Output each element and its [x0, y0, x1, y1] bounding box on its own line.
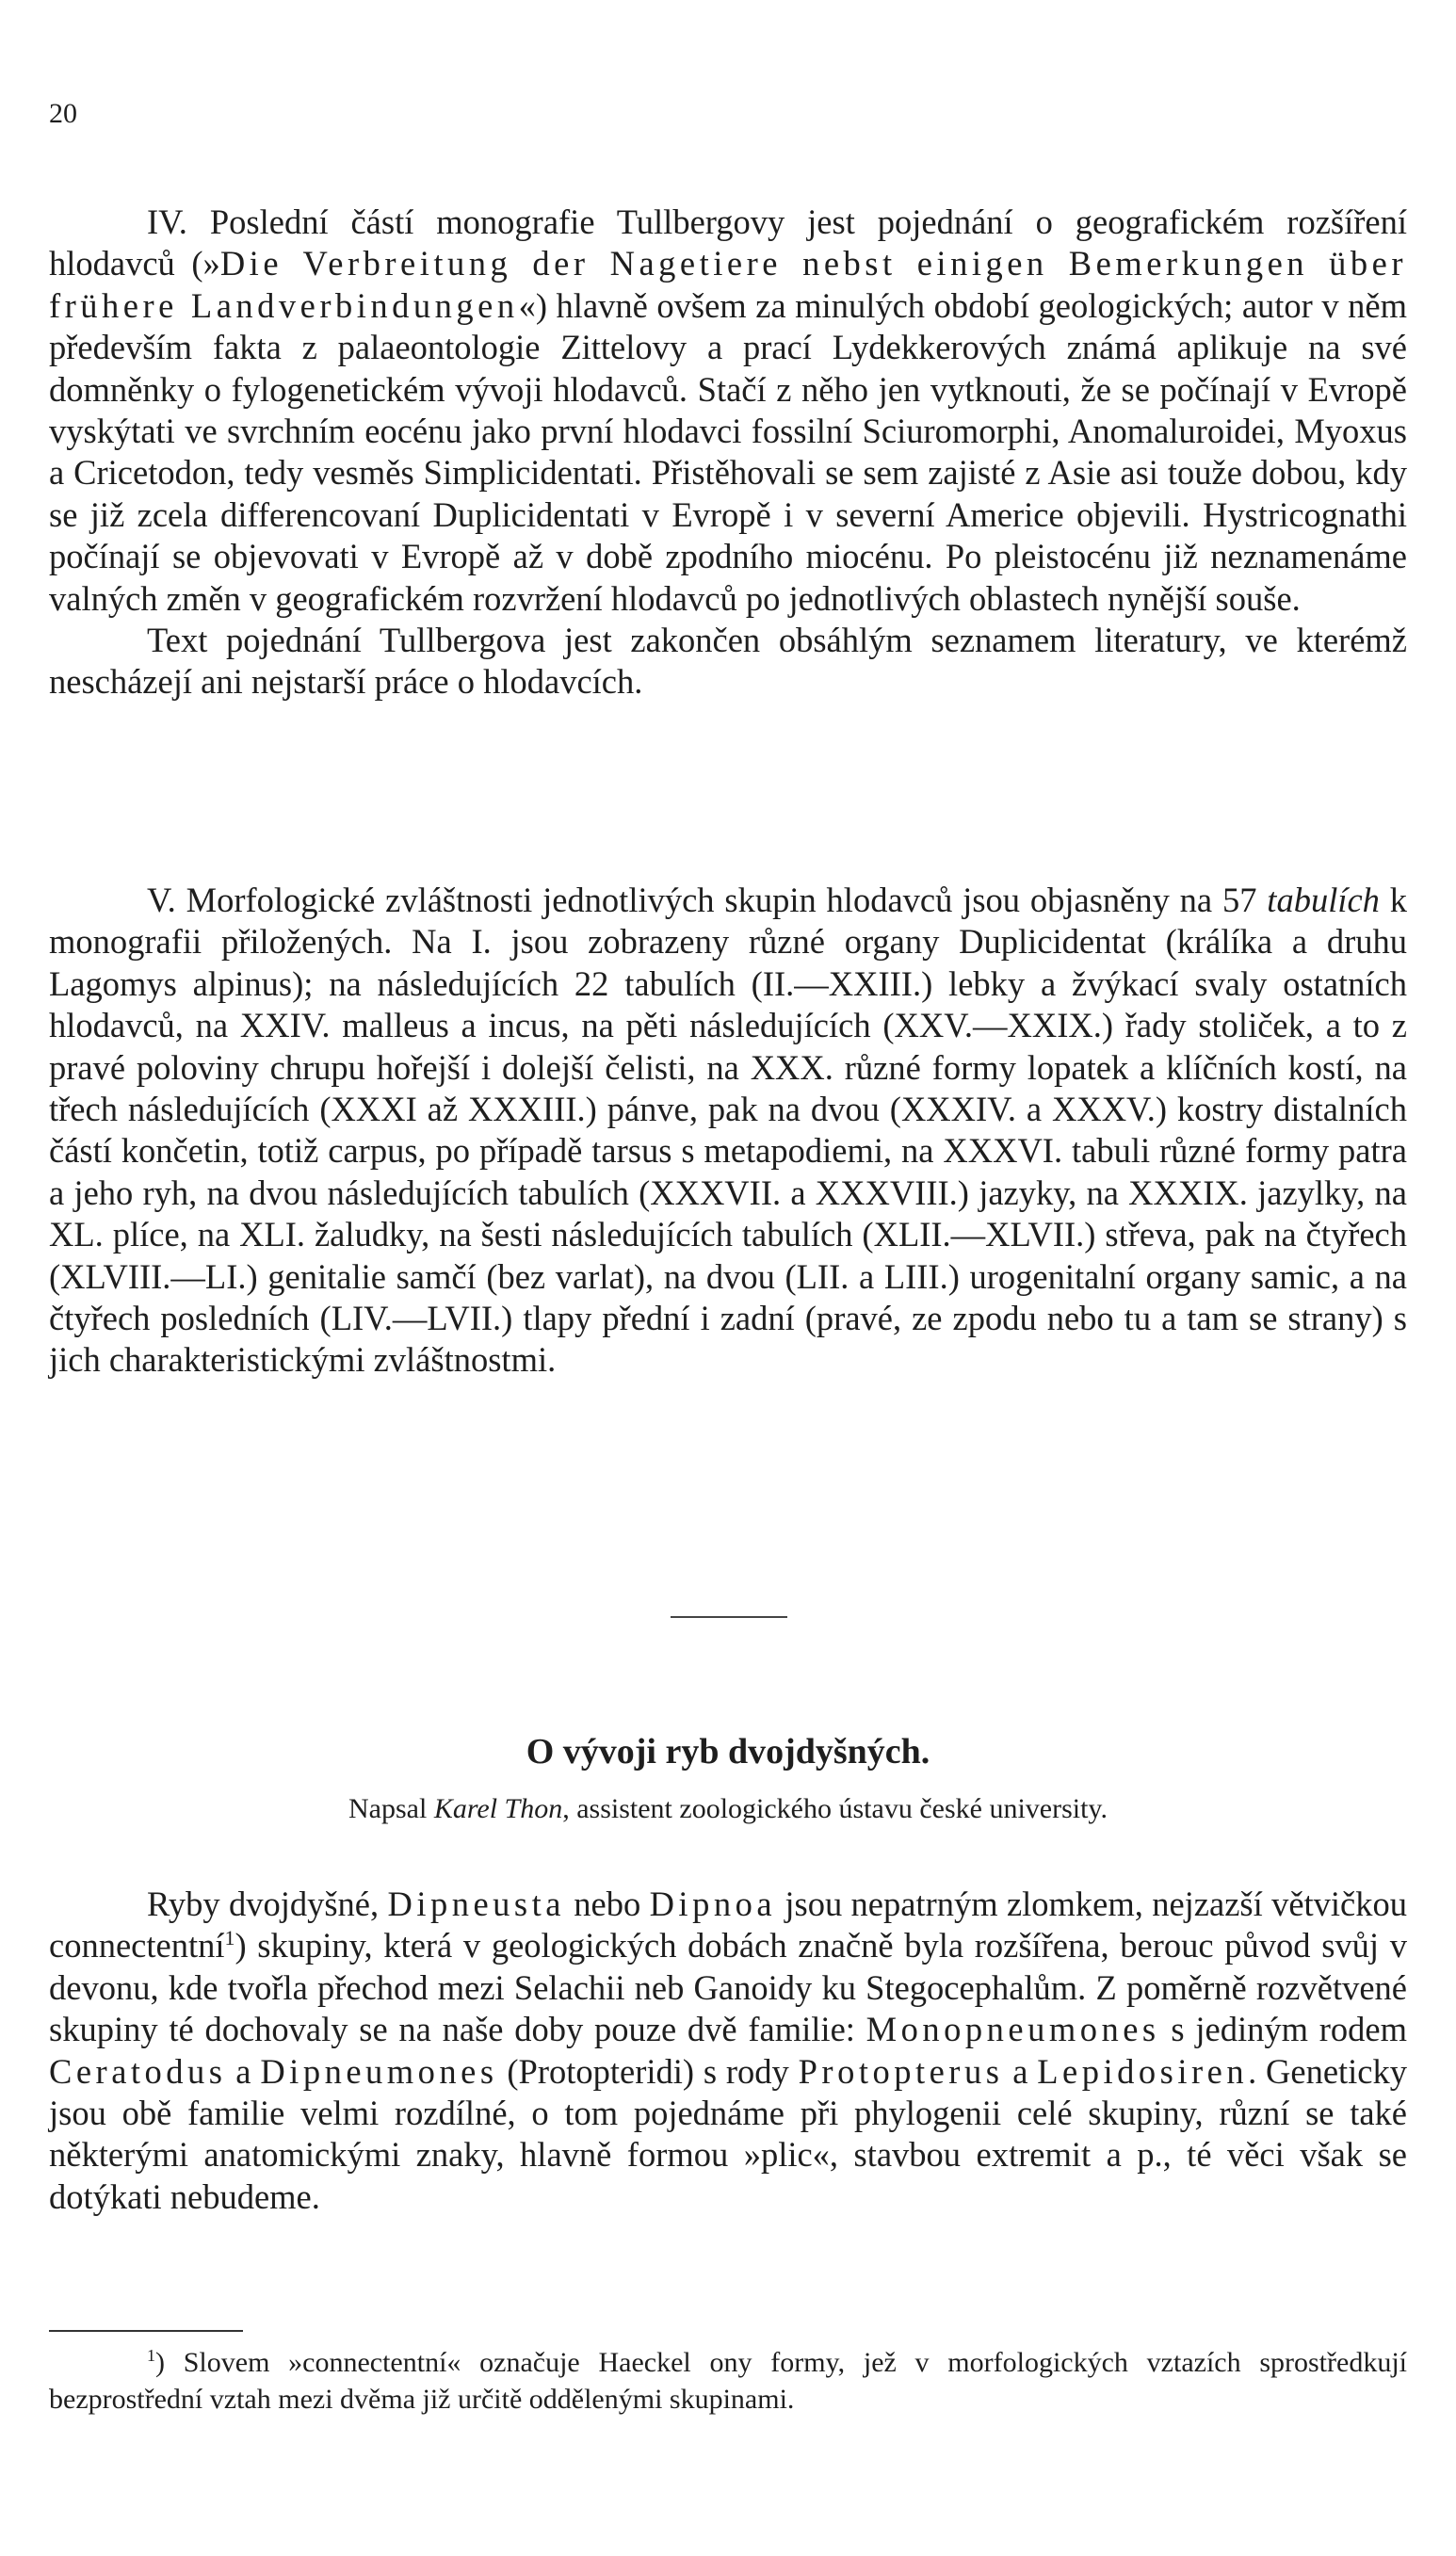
- article-text-9: . Geneticky jsou obě familie velmi rozdílné, o tom pojednáme při phylogenii celé skupiny, různí se také některými anatomickými znaky, hlavně formou »plic«, stavbou extremit a p., té věci však se dotýkati nebudeme.: [49, 2051, 1408, 2216]
- footnote-rule: [49, 2330, 243, 2332]
- footnote-text: ) Slovem »connectentní« označuje Haeckel ony formy, jež v morfologických vztazích sprostředkují bezprostřední vztah mezi dvěma již určitě oddělenými skupinami.: [49, 2347, 1407, 2415]
- term-ceratodus: Ceratodus: [49, 2051, 227, 2091]
- term-monopneumones: Monopneumones: [866, 2010, 1160, 2049]
- article-byline: [0, 1791, 1456, 1827]
- section-iv-german-title: Die Verbreitung der Nagetiere nebst einigen Bemerkungen über frühere Landverbindungen: [49, 244, 1407, 325]
- article-text-1: Ryby dvojdyšné,: [147, 1885, 388, 1923]
- byline-suffix: , assistent zoologického ústavu české university.: [562, 1793, 1108, 1824]
- section-iv-text-b: «) hlavně ovšem za minulých období geologických; autor v něm především fakta z palaeontologie Zittelovy a prací Lydekkerových známá aplikuje na své domněnky o fylogenetickém vývoji hlodavců. Stačí z něho jen vytknouti, že se počínají v Evropě vyskýtati ve svrchním eocénu jako první hlodavci fossilní Sciuromorphi, Anomaluroidei, Myoxus a Cricetodon, tedy vesměs Simplicidentati. Přistěhovali se sem zajisté z Asie asi touže dobou, kdy se již zcela differencovaní Duplicidentati v Evropě i v severní Americe objevili. Hystricognathi počínají se objevovati v Evropě až v době zpodního miocénu. Po pleistocénu již neznamenáme valných změn v geografickém rozvržení hlodavců po jednotlivých oblastech nynější souše.: [49, 285, 1407, 618]
- section-v-text-b: k monografii přiložených. Na I. jsou zobrazeny různé organy Duplicidentat (králíka a druhu Lagomys alpinus); na následujících 22 tabulích (II.—XXIII.) lebky a žvýkací svaly ostatních hlodavců, na XXIV. malleus a incus, na pěti následujících (XXV.—XXIX.) řady stoliček, a to z pravé poloviny chrupu hořejší i dolejší čelisti, na XXX. různé formy lopatek a klíčních kostí, na třech následujících (XXXI až XXXIII.) pánve, pak na dvou (XXXIV. a XXXV.) kostry distalních částí končetin, totiž carpus, po případě tarsus s metapodiemi, na XXXVI. tabuli různé formy patra a jeho ryh, na dvou následujících tabulích (XXXVII. a XXXVIII.) jazyky, na XXXIX. jazylky, na XL. plíce, na XLI. žaludky, na šesti následujících tabulích (XLII.—XLVII.) střeva, pak na čtyřech (XLVIII.—LI.) genitalie samčí (bez varlat), na dvou (LII. a LIII.) urogenitalní organy samic, a na čtyřech posledních (LIV.—LVII.) tlapy přední i zadní (pravé, ze zpodu nebo tu a tam se strany) s jich charakteristickými zvláštnostmi.: [49, 881, 1408, 1380]
- article-text-4: ) skupiny, která v geologických dobách značně byla rozšířena, berouc původ svůj v devonu, kde tvořla přechod mezi Selachii neb Ganoidy ku Stegocephalům. Z poměrně rozvětvené skupiny té dochovaly se na naše doby pouze dvě familie:: [49, 1926, 1407, 2049]
- section-v-italic-word: tabulích: [1267, 881, 1380, 919]
- term-dipneusta: Dipneusta: [387, 1885, 565, 1923]
- article-text-6: a: [226, 2051, 261, 2091]
- footnote: [49, 2345, 1407, 2418]
- author-name: Karel Thon: [433, 1793, 563, 1824]
- term-dipneumones: Dipneumones: [260, 2051, 498, 2091]
- section-v-paragraph: [49, 880, 1407, 1382]
- section-iv-label: IV.: [147, 202, 187, 241]
- article-paragraph-1: [49, 1884, 1407, 2218]
- footnote-mark: 1: [147, 2346, 155, 2365]
- footnote-reference: 1: [224, 1926, 235, 1950]
- article-body: [49, 1884, 1407, 2218]
- article-text-7: (Protopteridi) s rody: [497, 2051, 799, 2091]
- section-iv-text-a: Poslední částí monografie Tullbergovy jest pojednání o geografickém rozšíření hlodavců (»: [49, 202, 1407, 283]
- article-text-2: nebo: [564, 1885, 650, 1923]
- section-v: [49, 880, 1407, 1382]
- article-title: O vývoji ryb dvojdyšných.: [526, 1732, 930, 1771]
- page-number: 20: [49, 98, 77, 129]
- footnote-paragraph: [49, 2345, 1407, 2418]
- section-divider: [671, 1616, 787, 1618]
- article-text-5: s jediným rodem: [1159, 2010, 1407, 2049]
- section-v-text-a: Morfologické zvláštnosti jednotlivých skupin hlodavců jsou objasněny na 57: [175, 881, 1268, 919]
- article-text-3: jsou nepatrným zlomkem, nejzazší větvičkou connectentní: [49, 1885, 1408, 1966]
- article-text-8: a: [1003, 2051, 1038, 2091]
- term-dipnoa: Dipnoa: [649, 1885, 777, 1923]
- section-v-label: V.: [147, 881, 176, 919]
- section-iv-paragraph-2: Text pojednání Tullbergova jest zakončen obsáhlým seznamem literatury, ve kterémž nescházejí ani nejstarší práce o hlodavcích.: [49, 621, 1407, 702]
- section-iv: [49, 202, 1407, 704]
- term-protopterus: Protopterus: [798, 2051, 1004, 2091]
- section-iv-paragraph-1: [49, 202, 1407, 620]
- term-lepidosiren: Lepidosiren: [1037, 2051, 1249, 2091]
- byline-prefix: Napsal: [348, 1793, 434, 1824]
